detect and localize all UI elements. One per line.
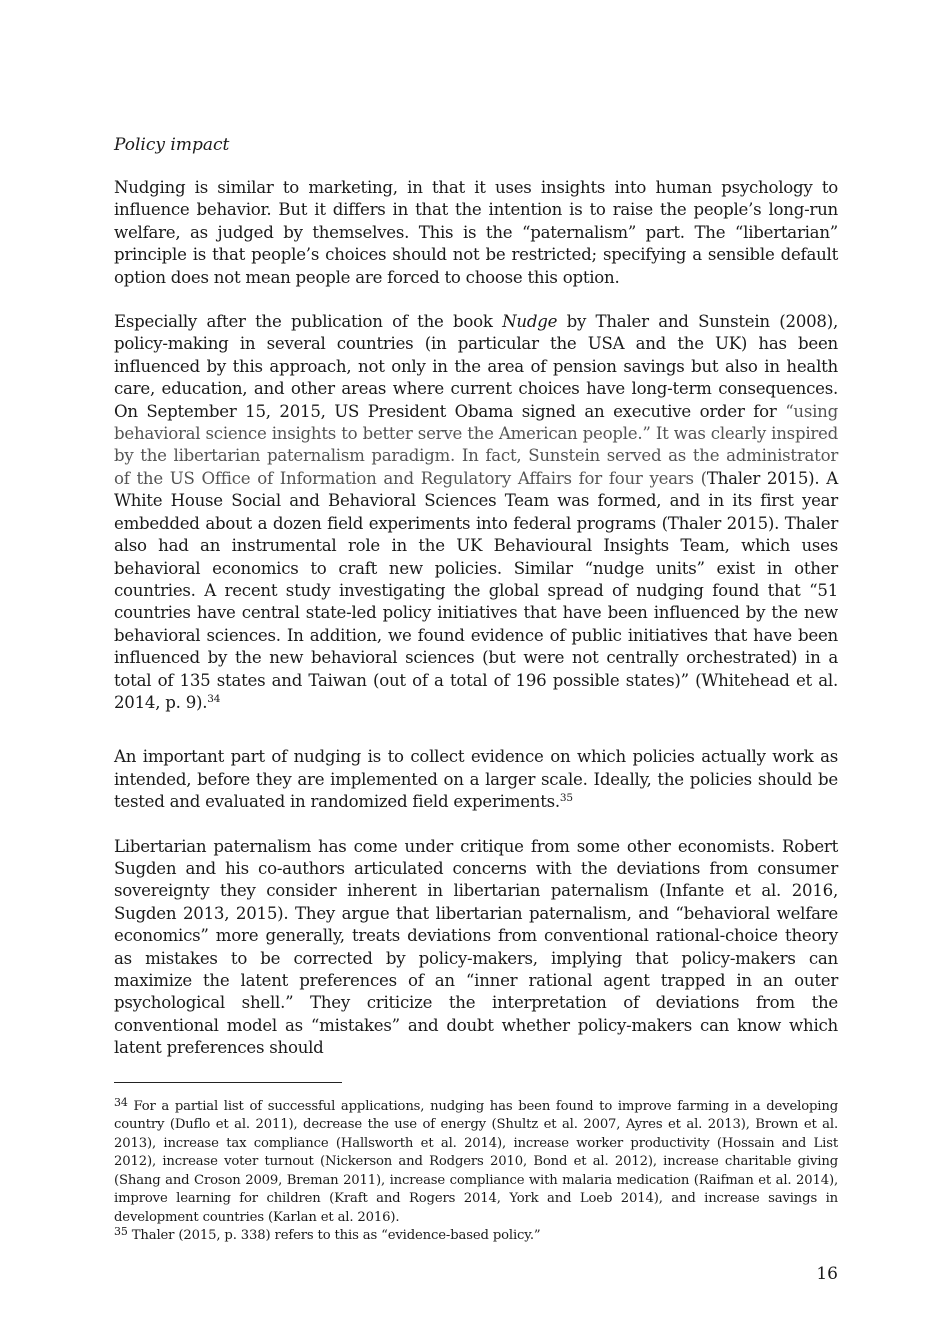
- footnote-34-text: For a partial list of successful applications, nudging has been found to improve farming in a developing country (Duflo et al. 2011), decrease the use of energy (Shultz et al. 2007, Ayres et al. 2013), Brown et al. 2013), increase tax compliance (Hallsworth et al. 2014), increase worker productivity (Hossain and List 2012), increase voter turnout (Nickerson and Rodgers 2010, Bond et al. 2012), increase charitable giving (Shang and Croson 2009, Breman 2011), increase compliance with malaria medication (Raifman et al. 2014), improve learning for children (Kraft and Rogers 2014, York and Loeb 2014), and increase savings in development countries (Karlan et al. 2016).: [114, 1098, 838, 1225]
- book-title: Nudge: [502, 312, 558, 332]
- paragraph-2: [114, 311, 838, 714]
- footnote-34: [114, 1095, 838, 1228]
- footnote-ref-35[interactable]: 35: [559, 792, 573, 805]
- page-number: 16: [816, 1264, 838, 1284]
- paragraph-4: Libertarian paternalism has come under critique from some other economists. Robert Sugden and his co-authors articulated concerns with the deviations from consumer sovereignty they consider inherent in libertarian paternalism (Infante et al. 2016, Sugden 2013, 2015). They argue that libertarian paternalism, and “behavioral welfare economics” more generally, treats deviations from conventional rational-choice theory as mistakes to be corrected by policy-makers, implying that policy-makers can maximize the latent preferences of an “inner rational agent trapped in an outer psychological shell.” They criticize the interpretation of deviations from the conventional model as “mistakes” and doubt whether policy-makers can know which latent preferences should: [114, 836, 838, 1058]
- paragraph-3-text: An important part of nudging is to collect evidence on which policies actually work as intended, before they are implemented on a larger scale. Ideally, the policies should be tested and evaluated in randomized field experiments.: [114, 747, 838, 812]
- footnote-35-number: 35: [114, 1225, 128, 1239]
- paragraph-2-part-a: by Thaler and Sunstein (2008), policy-making in several countries (in particular the USA and the UK) has been influenced by this approach, not only in the area of pension savings but also in health care, education, and other areas where current choices have long-term consequences. On September 15, 2015, US President Obama signed an executive order for: [114, 312, 838, 421]
- paragraph-1: Nudging is similar to marketing, in that it uses insights into human psychology to influence behavior. But it differs in that the intention is to raise the people’s long-run welfare, as judged by themselves. This is the “paternalism” part. The “libertarian” principle is that people’s choices should not be restricted; specifying a sensible default option does not mean people are forced to choose this option.: [114, 178, 838, 287]
- footnote-35: [114, 1227, 838, 1246]
- footnote-34-number: 34: [114, 1095, 128, 1109]
- paragraph-2-grey-quote: “using behavioral science insights to better serve the American people.” It was clearly inspired by the libertarian paternalism paradigm. In fact, Sunstein served as the administrator of the US Office of Information and Regulatory Affairs for four years (: [114, 401, 838, 488]
- page-body: [114, 134, 838, 1246]
- footnote-ref-34[interactable]: 34: [207, 692, 221, 705]
- section-heading: Policy impact: [114, 135, 230, 155]
- footnote-35-text: Thaler (2015, p. 338) refers to this as “evidence-based policy.”: [127, 1228, 541, 1244]
- paragraph-2-part-b: Thaler 2015). A White House Social and Behavioral Sciences Team was formed, and in its first year embedded about a dozen field experiments into federal programs (Thaler 2015). Thaler also had an instrumental role in the UK Behavioural Insights Team, which uses behavioral economics to craft new policies. Similar “nudge units” exist in other countries. A recent study investigating the global spread of nudging found that “51 countries have central state-led policy initiatives that have been influenced by the new behavioral sciences. In addition, we found evidence of public initiatives that have been influenced by the new behavioral sciences (but were not centrally orchestrated) in a total of 135 states and Taiwan (out of a total of 196 possible states)” (Whitehead et al. 2014, p. 9).: [114, 468, 839, 712]
- paragraph-3: [114, 746, 838, 813]
- footnote-divider: [114, 1082, 342, 1083]
- paragraph-2-intro: Especially after the publication of the book: [114, 312, 503, 332]
